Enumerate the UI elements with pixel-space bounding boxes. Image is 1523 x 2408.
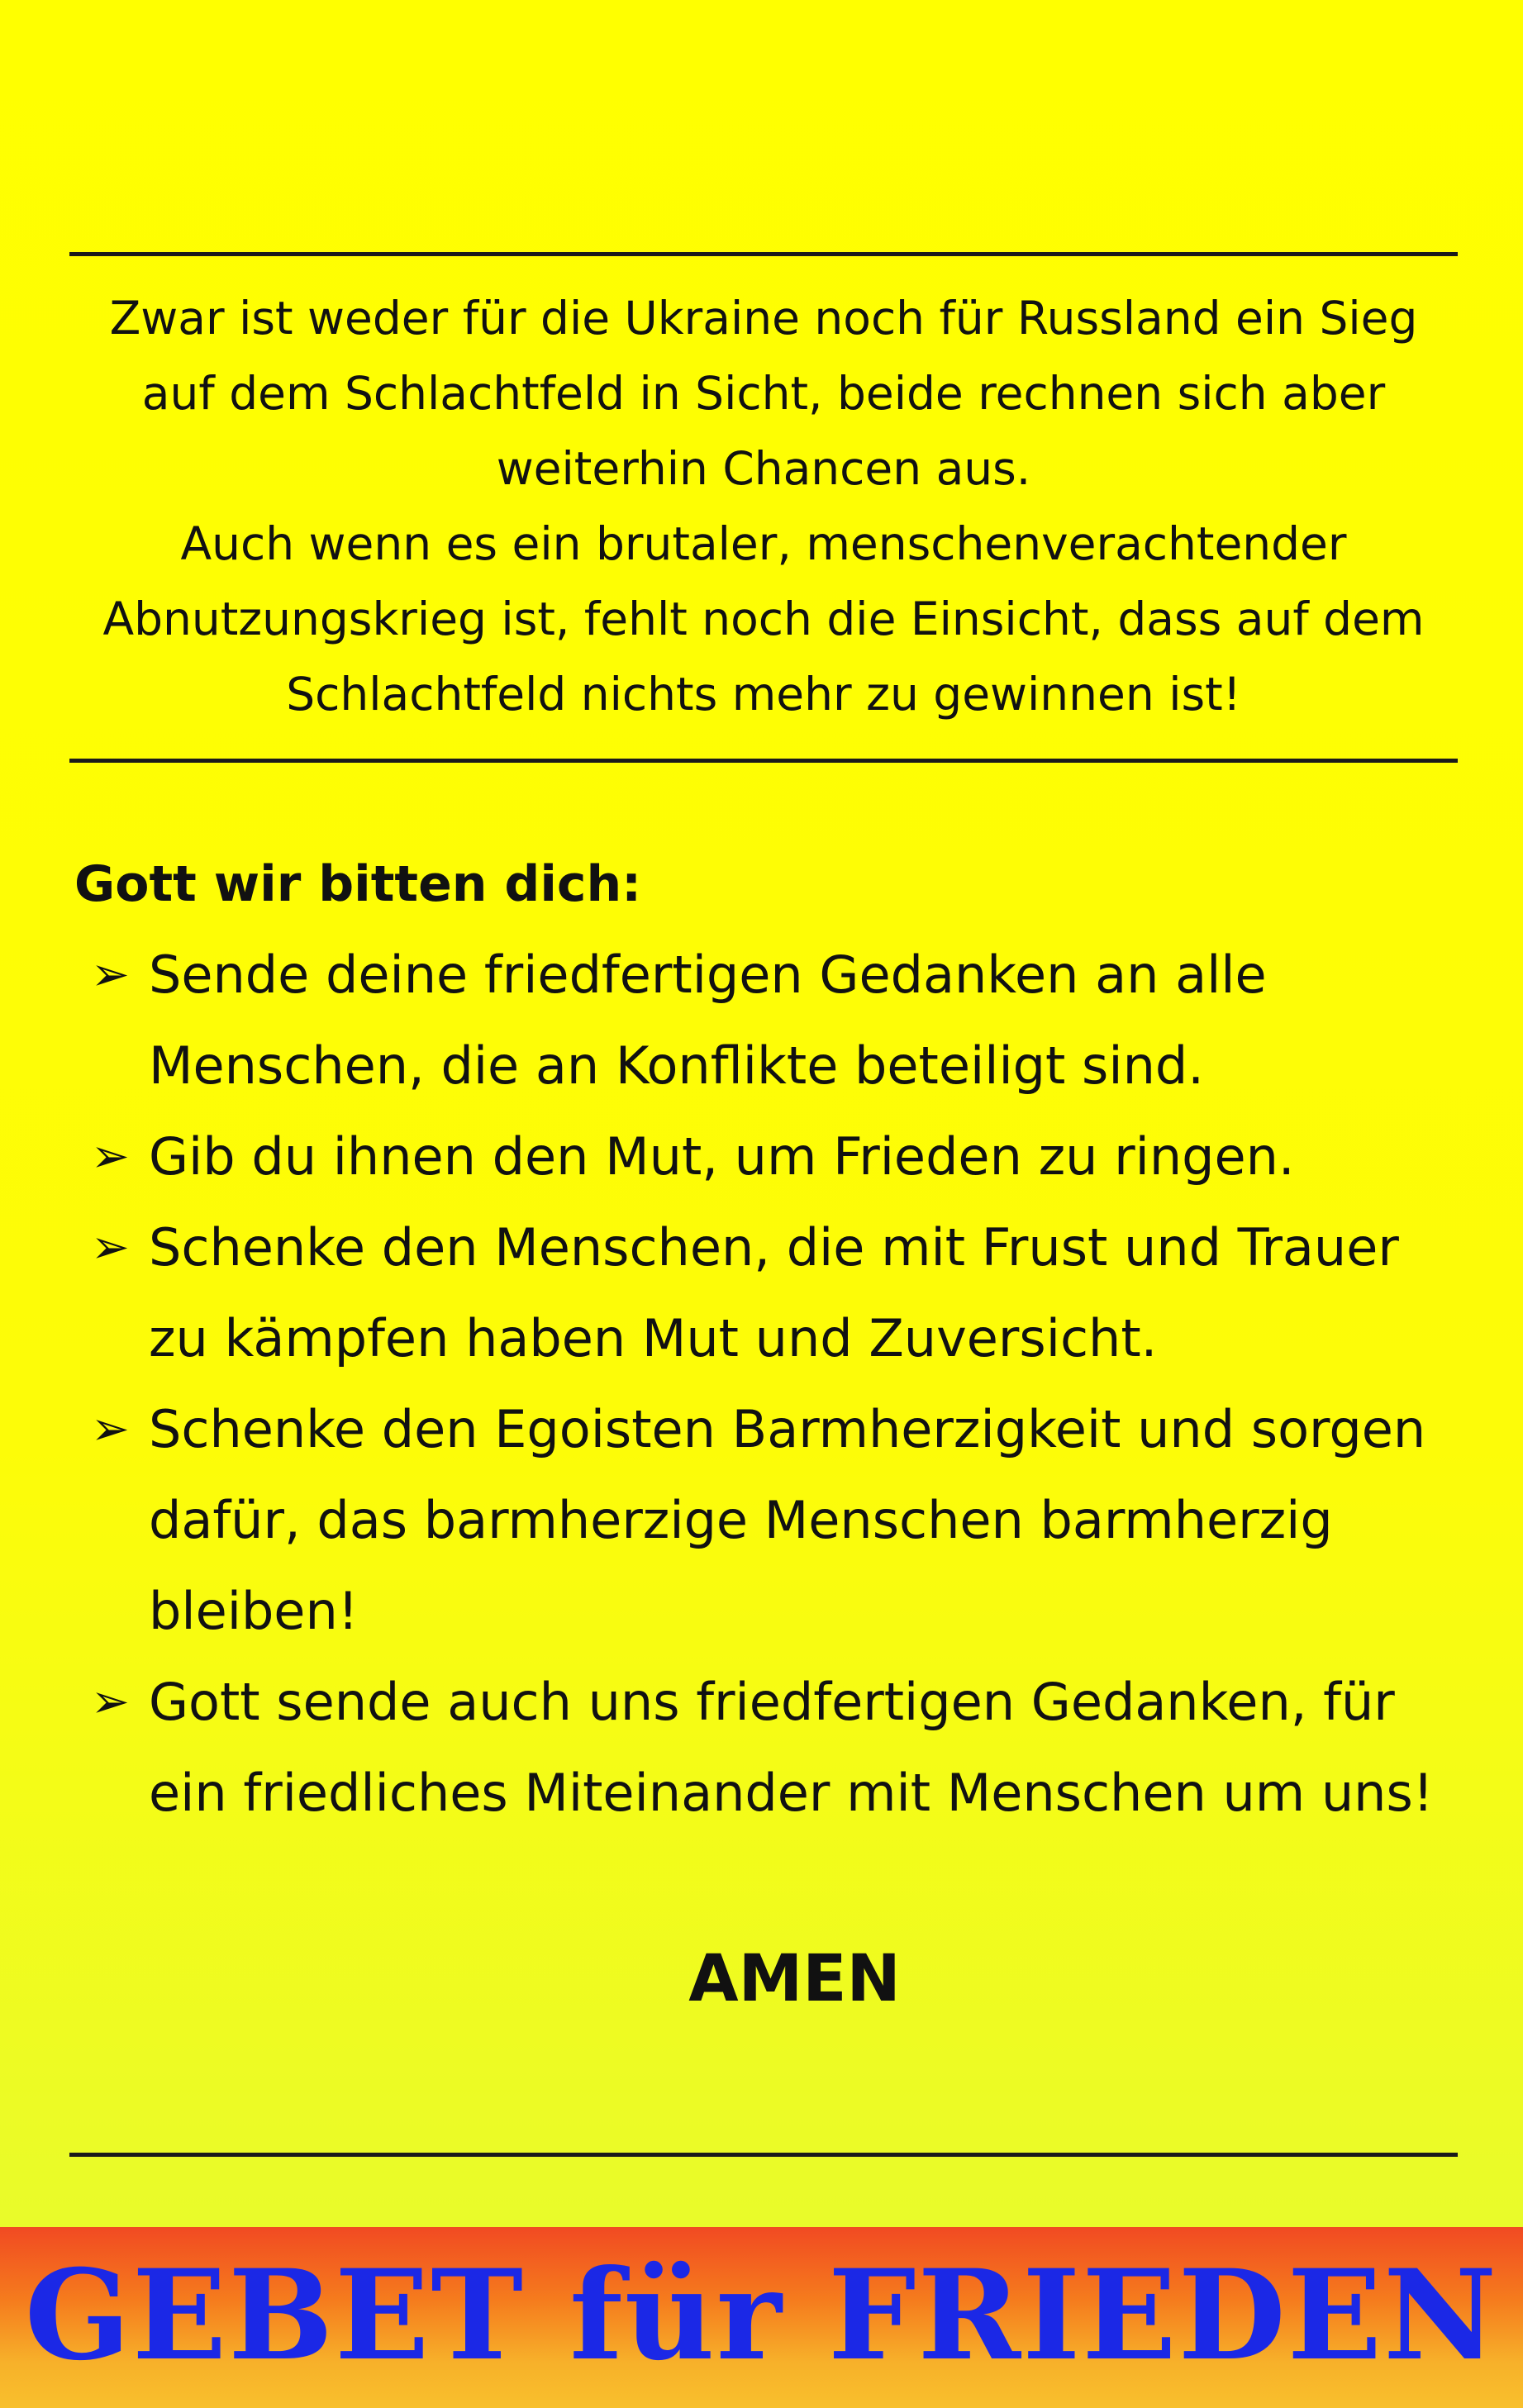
prayer-item: ➢ Gott sende auch uns friedfertigen Gedanken, für ein friedliches Miteinander mit Menschen um uns! [91,1657,1446,1839]
top-divider [69,252,1458,256]
intro-paragraph-1: Zwar ist weder für die Ukraine noch für Russland ein Sieg auf dem Schlachtfeld in Sicht, beide rechnen sich aber weiterhin Chancen aus. [109,292,1418,495]
middle-divider [69,759,1458,763]
prayer-list [91,930,1446,1839]
banner-title: GEBET für FRIEDEN [24,2243,1499,2388]
arrow-head-icon: ➢ [91,948,130,1002]
prayer-item: ➢ Gib du ihnen den Mut, um Frieden zu ringen. [91,1111,1446,1202]
amen-closing: AMEN [688,1942,901,2016]
prayer-item: ➢ Schenke den Menschen, die mit Frust und Trauer zu kämpfen haben Mut und Zuversicht. [91,1202,1446,1384]
prayer-item: ➢ Sende deine friedfertigen Gedanken an alle Menschen, die an Konflikte beteiligt sind. [91,930,1446,1111]
prayer-heading: Gott wir bitten dich: [74,855,642,913]
bottom-divider [69,2153,1458,2157]
arrow-head-icon: ➢ [91,1221,130,1274]
intro-text [69,281,1458,732]
prayer-item: ➢ Schenke den Egoisten Barmherzigkeit und sorgen dafür, das barmherzige Menschen barmherzig bleiben! [91,1384,1446,1657]
arrow-head-icon: ➢ [91,1130,130,1183]
intro-paragraph-2: Auch wenn es ein brutaler, menschenverachtender Abnutzungskrieg ist, fehlt noch die Einsicht, dass auf dem Schlachtfeld nichts mehr zu gewinnen ist! [102,517,1425,721]
arrow-head-icon: ➢ [91,1675,130,1729]
arrow-head-icon: ➢ [91,1402,130,1456]
